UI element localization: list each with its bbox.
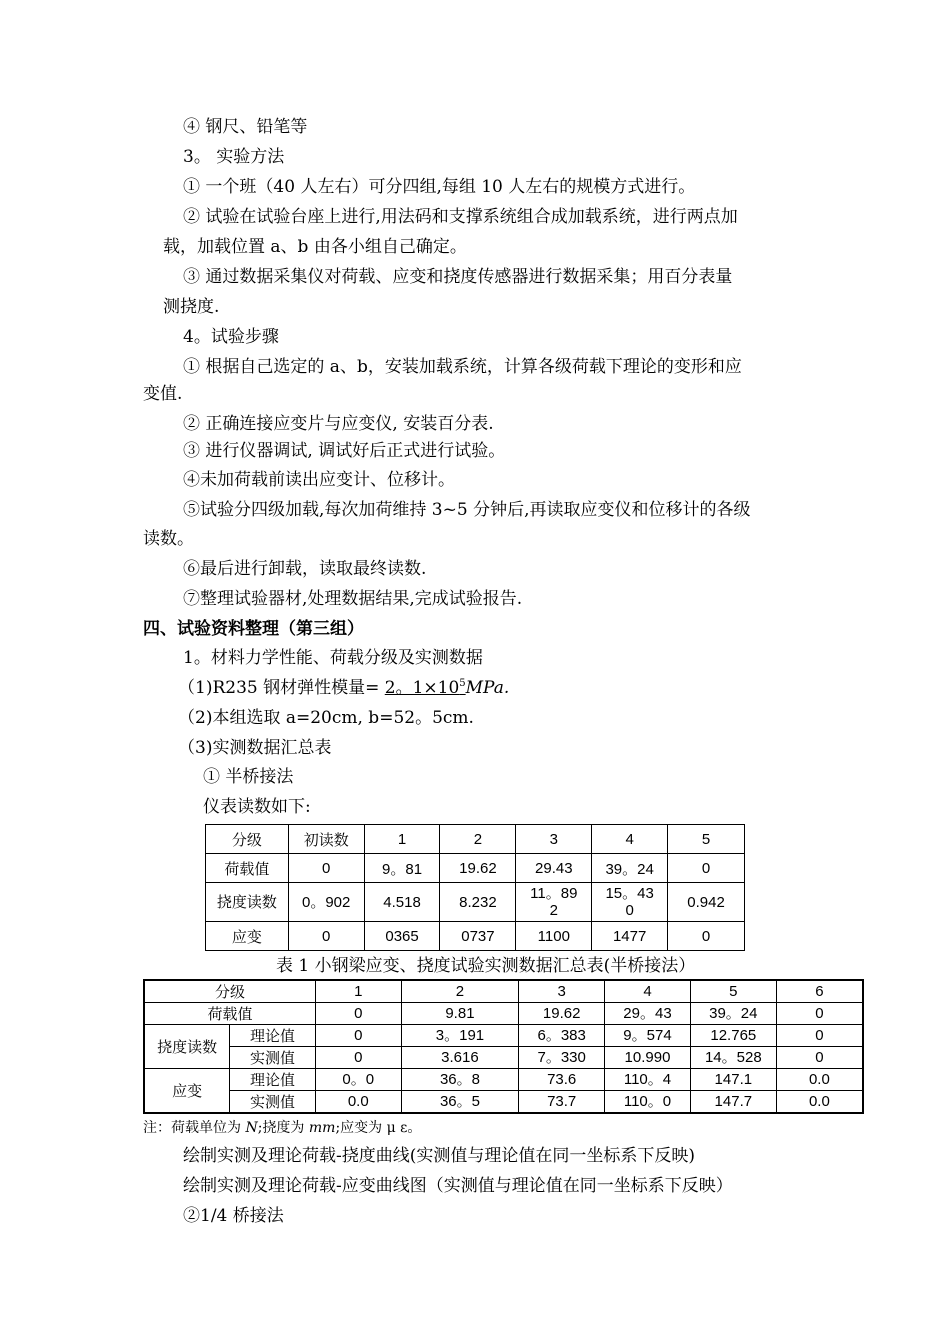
section-heading: 3。 实验方法 xyxy=(183,147,285,167)
table-cell: 0.942 xyxy=(668,883,745,922)
header-cell: 分级 xyxy=(144,980,315,1003)
row-label: 理论值 xyxy=(230,1025,316,1047)
text-line: 测挠度. xyxy=(163,297,220,317)
header-cell: 5 xyxy=(668,825,745,854)
section-heading: 4。试验步骤 xyxy=(183,327,279,347)
modulus-prefix: （1)R235 钢材弹性模量= xyxy=(178,678,385,698)
table-cell: 73.6 xyxy=(519,1069,605,1091)
table-cell: 147.1 xyxy=(690,1069,776,1091)
row-group-label: 挠度读数 xyxy=(144,1025,230,1069)
text-line: ⑦整理试验器材,处理数据结果,完成试验报告. xyxy=(183,589,523,609)
header-cell: 1 xyxy=(364,825,440,854)
table-cell: 0 xyxy=(776,1025,863,1047)
table-cell: 7。330 xyxy=(519,1047,605,1069)
table-cell: 0 xyxy=(776,1003,863,1025)
text-line: ① 一个班（40 人左右）可分四组,每组 10 人左右的规模方式进行。 xyxy=(183,177,696,197)
text-line: ① 根据自己选定的 a、b，安装加载系统，计算各级荷载下理论的变形和应 xyxy=(183,357,742,377)
header-cell: 分级 xyxy=(206,825,289,854)
chapter-heading: 四、试验资料整理（第三组） xyxy=(143,619,364,639)
text-line: ④未加荷载前读出应变计、位移计。 xyxy=(183,470,455,490)
row-label: 理论值 xyxy=(230,1069,316,1091)
table-header-row xyxy=(144,980,863,1003)
text-line: 读数。 xyxy=(143,529,194,549)
table-note xyxy=(143,1117,421,1137)
note-unit: mm xyxy=(308,1120,336,1136)
header-cell: 6 xyxy=(776,980,863,1003)
modulus-line xyxy=(178,677,509,699)
header-cell: 1 xyxy=(315,980,401,1003)
note-part: ;应变为 μ ε。 xyxy=(335,1120,422,1136)
text-line: ②1/4 桥接法 xyxy=(183,1206,284,1226)
modulus-exponent: 5 xyxy=(459,678,466,689)
header-cell: 2 xyxy=(440,825,516,854)
table-cell: 0。0 xyxy=(315,1069,401,1091)
table-cell: 14。528 xyxy=(690,1047,776,1069)
table-cell: 9。574 xyxy=(605,1025,691,1047)
table-cell: 36。5 xyxy=(401,1091,519,1114)
header-cell: 5 xyxy=(690,980,776,1003)
table-cell: 0。902 xyxy=(288,883,364,922)
table-cell: 0 xyxy=(315,1025,401,1047)
table-cell: 15。43 0 xyxy=(592,883,668,922)
text-line: ② 正确连接应变片与应变仪, 安装百分表. xyxy=(183,414,494,434)
row-label: 实测值 xyxy=(230,1091,316,1114)
readings-table xyxy=(205,824,745,951)
table-cell: 39。24 xyxy=(690,1003,776,1025)
table-row xyxy=(144,1047,863,1069)
table-cell: 9。81 xyxy=(364,854,440,883)
text-line: 绘制实测及理论荷载-挠度曲线(实测值与理论值在同一坐标系下反映) xyxy=(183,1146,696,1166)
table-cell: 0 xyxy=(668,854,745,883)
row-label: 挠度读数 xyxy=(206,883,289,922)
table-cell: 29。43 xyxy=(605,1003,691,1025)
table-cell: 3.616 xyxy=(401,1047,519,1069)
table-cell: 73.7 xyxy=(519,1091,605,1114)
text-line: 变值. xyxy=(143,384,183,404)
table-row xyxy=(206,854,745,883)
row-label: 实测值 xyxy=(230,1047,316,1069)
table-row xyxy=(144,1025,863,1047)
selection-line: （2)本组选取 a=20cm, b=52。5cm. xyxy=(178,708,474,728)
method-heading: ① 半桥接法 xyxy=(203,767,294,787)
table-cell: 9.81 xyxy=(401,1003,519,1025)
text-line: ③ 进行仪器调试, 调试好后正式进行试验。 xyxy=(183,441,506,461)
header-cell: 4 xyxy=(592,825,668,854)
table-cell: 0 xyxy=(288,854,364,883)
row-label: 荷载值 xyxy=(206,854,289,883)
table-cell: 110。0 xyxy=(605,1091,691,1114)
table-cell: 0 xyxy=(776,1047,863,1069)
table-cell: 110。4 xyxy=(605,1069,691,1091)
text-line: ④ 钢尺、铅笔等 xyxy=(183,117,308,137)
text-line: ⑤试验分四级加载,每次加荷维持 3~5 分钟后,再读取应变仪和位移计的各级 xyxy=(183,500,751,520)
header-cell: 2 xyxy=(401,980,519,1003)
table-cell: 8.232 xyxy=(440,883,516,922)
table-cell: 0 xyxy=(668,922,745,951)
header-cell: 3 xyxy=(516,825,592,854)
table-cell: 3。191 xyxy=(401,1025,519,1047)
table-cell: 39。24 xyxy=(592,854,668,883)
readings-intro: 仪表读数如下: xyxy=(203,797,311,817)
note-unit: N xyxy=(245,1120,258,1136)
table-cell: 36。8 xyxy=(401,1069,519,1091)
summary-table xyxy=(143,979,864,1114)
note-part: ;挠度为 xyxy=(257,1120,309,1136)
table-row xyxy=(206,883,745,922)
table-cell: 0737 xyxy=(440,922,516,951)
row-label: 应变 xyxy=(206,922,289,951)
table-cell: 12.765 xyxy=(690,1025,776,1047)
summary-title: （3)实测数据汇总表 xyxy=(178,738,332,758)
table-cell: 19.62 xyxy=(519,1003,605,1025)
table-cell: 147.7 xyxy=(690,1091,776,1114)
table-cell: 0 xyxy=(315,1003,401,1025)
table-cell: 19.62 xyxy=(440,854,516,883)
row-group-label: 应变 xyxy=(144,1069,230,1114)
header-cell: 初读数 xyxy=(288,825,364,854)
table-cell: 0 xyxy=(315,1047,401,1069)
modulus-mantissa: 2。1×10 xyxy=(384,678,460,698)
row-label: 荷载值 xyxy=(144,1003,315,1025)
table-cell: 4.518 xyxy=(364,883,440,922)
text-line: ③ 通过数据采集仪对荷载、应变和挠度传感器进行数据采集；用百分表量 xyxy=(183,267,733,287)
header-cell: 3 xyxy=(519,980,605,1003)
table-cell: 6。383 xyxy=(519,1025,605,1047)
table-caption: 表 1 小钢梁应变、挠度试验实测数据汇总表(半桥接法） xyxy=(276,956,696,976)
table-cell: 0 xyxy=(288,922,364,951)
table-cell: 11。89 2 xyxy=(516,883,592,922)
table-row xyxy=(144,1069,863,1091)
text-line: 载，加载位置 a、b 由各小组自己确定。 xyxy=(163,237,467,257)
table-row xyxy=(144,1091,863,1114)
table-cell: 0.0 xyxy=(776,1091,863,1114)
section-heading: 1。材料力学性能、荷载分级及实测数据 xyxy=(183,648,483,668)
text-line: ② 试验在试验台座上进行,用法码和支撑系统组合成加载系统，进行两点加 xyxy=(183,207,738,227)
text-line: 绘制实测及理论荷载-应变曲线图（实测值与理论值在同一坐标系下反映） xyxy=(183,1176,733,1196)
table-cell: 1100 xyxy=(516,922,592,951)
header-cell: 4 xyxy=(605,980,691,1003)
text-line: ⑥最后进行卸载，读取最终读数. xyxy=(183,559,427,579)
table-cell: 0.0 xyxy=(776,1069,863,1091)
table-cell: 0365 xyxy=(364,922,440,951)
table-cell: 10.990 xyxy=(605,1047,691,1069)
table-header-row xyxy=(206,825,745,854)
table-cell: 0.0 xyxy=(315,1091,401,1114)
table-row xyxy=(144,1003,863,1025)
table-cell: 1477 xyxy=(592,922,668,951)
modulus-unit: MPa. xyxy=(465,678,510,698)
modulus-value xyxy=(385,678,466,698)
note-part: 注：荷载单位为 xyxy=(143,1120,246,1136)
table-row xyxy=(206,922,745,951)
table-cell: 29.43 xyxy=(516,854,592,883)
